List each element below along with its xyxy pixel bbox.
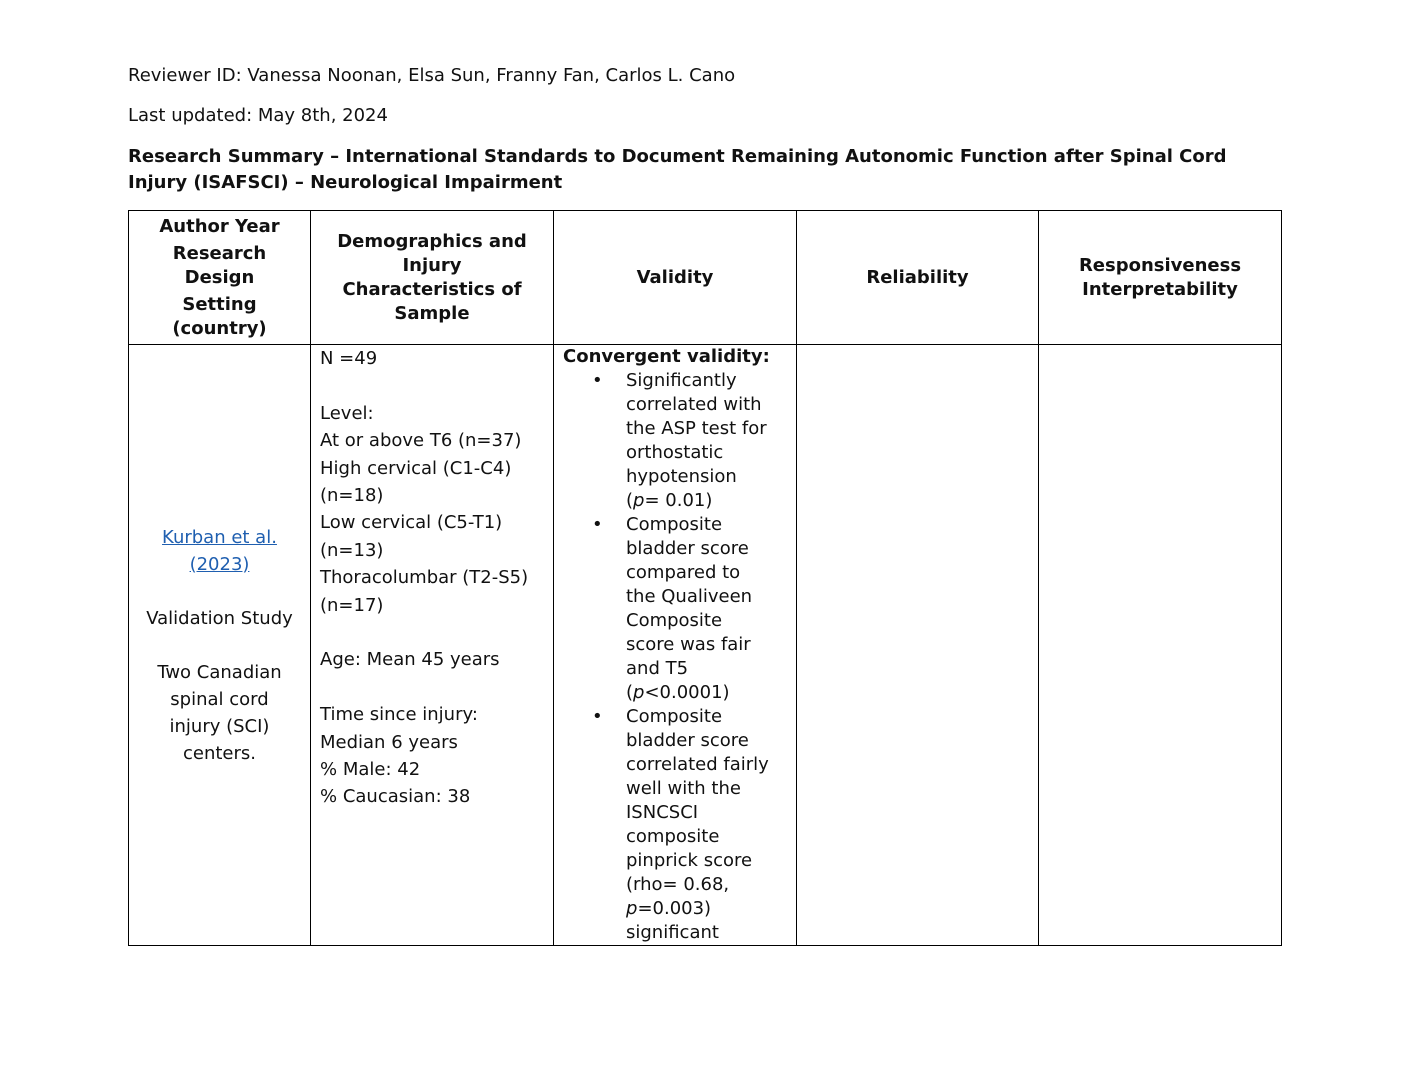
- header-line: Design: [184, 266, 255, 288]
- age: Age: Mean 45 years: [320, 649, 500, 671]
- header-line: Responsiveness: [1078, 254, 1242, 276]
- validity-line: compared to: [626, 562, 741, 583]
- header-line: Characteristics of: [342, 278, 522, 300]
- level-label: Level:: [320, 402, 374, 424]
- cell-author-design: [129, 345, 311, 946]
- validity-line: score was fair: [626, 634, 751, 655]
- header-demographics: [311, 211, 554, 345]
- bullet-icon: •: [592, 706, 603, 727]
- header-line: Validity: [636, 266, 714, 288]
- header-line: Demographics and: [337, 230, 527, 252]
- percent-caucasian: % Caucasian: 38: [320, 786, 471, 808]
- level-line: High cervical (C1-C4): [320, 457, 512, 479]
- p-variable: p: [633, 490, 645, 511]
- validity-line: orthostatic: [626, 442, 724, 463]
- setting-line: injury (SCI): [169, 715, 270, 737]
- validity-line: and T5: [626, 658, 689, 679]
- citation-link-line: Kurban et al.: [162, 526, 277, 548]
- level-line: At or above T6 (n=37): [320, 430, 522, 452]
- header-validity: [554, 211, 797, 345]
- validity-line: Composite: [626, 610, 723, 631]
- time-since-injury-value: Median 6 years: [320, 731, 458, 753]
- research-summary-table: [128, 210, 1282, 946]
- validity-line: bladder score: [626, 730, 749, 751]
- p-value: =0.003): [637, 898, 712, 919]
- validity-line: correlated with: [626, 394, 762, 415]
- setting-line: Two Canadian: [157, 661, 282, 683]
- header-line: Interpretability: [1082, 278, 1238, 300]
- level-line: (n=13): [320, 539, 384, 561]
- table-header-row: [129, 211, 1282, 345]
- level-line: Thoracolumbar (T2-S5): [320, 567, 529, 589]
- validity-line: the Qualiveen: [626, 586, 753, 607]
- cell-responsiveness: [1039, 345, 1282, 946]
- validity-line: composite: [626, 826, 720, 847]
- header-line: (country): [172, 317, 267, 339]
- validity-list: [563, 369, 788, 945]
- validity-line: hypotension: [626, 466, 737, 487]
- validity-line: (p= 0.01): [626, 490, 713, 511]
- validity-line: Composite: [626, 514, 723, 535]
- validity-line: [626, 897, 788, 921]
- setting-line: centers.: [182, 742, 256, 764]
- sample-size: N =49: [320, 348, 378, 369]
- bullet-icon: •: [592, 514, 603, 535]
- list-item: [592, 369, 788, 513]
- validity-line: well with the: [626, 778, 741, 799]
- header-author-year: [129, 211, 311, 345]
- list-item: [592, 705, 788, 945]
- citation-link[interactable]: [135, 524, 304, 578]
- header-line: Injury: [402, 254, 462, 276]
- header-line: Author Year: [159, 215, 280, 237]
- document-title: Research Summary – International Standards to Document Remaining Autonomic Function after Spinal Cord Injury (ISAFSCI) – Neurological Impairment: [128, 146, 1227, 193]
- validity-line: correlated fairly: [626, 754, 769, 775]
- header-responsiveness: [1039, 211, 1282, 345]
- cell-reliability: [797, 345, 1039, 946]
- validity-line: (p<0.0001): [626, 682, 730, 703]
- p-variable: p: [626, 898, 638, 919]
- validity-line: the ASP test for: [626, 418, 767, 439]
- validity-line: ISNCSCI: [626, 802, 699, 823]
- last-updated: Last updated: May 8th, 2024: [128, 105, 388, 126]
- header-line: Sample: [394, 302, 470, 324]
- setting-line: spinal cord: [170, 688, 269, 710]
- percent-male: % Male: 42: [320, 759, 421, 781]
- bullet-icon: •: [592, 370, 603, 391]
- list-item: [592, 513, 788, 705]
- study-design: Validation Study: [146, 607, 293, 629]
- validity-line: Composite: [626, 706, 723, 727]
- time-since-injury-label: Time since injury:: [320, 704, 478, 726]
- level-line: Low cervical (C5-T1): [320, 512, 503, 534]
- level-line: (n=18): [320, 485, 384, 507]
- validity-line: pinprick score: [626, 850, 753, 871]
- header-reliability: [797, 211, 1039, 345]
- table-row: [129, 345, 1282, 946]
- header-line: Setting: [182, 293, 257, 315]
- validity-line: significant: [626, 922, 719, 943]
- citation-link-line: (2023): [189, 553, 250, 575]
- header-line: Reliability: [866, 266, 969, 288]
- validity-heading: Convergent validity:: [563, 346, 770, 367]
- level-line: (n=17): [320, 594, 384, 616]
- validity-line: (rho= 0.68,: [626, 874, 730, 895]
- p-value: = 0.01): [644, 490, 713, 511]
- validity-line: Significantly: [626, 370, 737, 391]
- p-value: <0.0001): [644, 682, 730, 703]
- cell-demographics: [311, 345, 554, 946]
- validity-line: bladder score: [626, 538, 749, 559]
- reviewer-id: Reviewer ID: Vanessa Noonan, Elsa Sun, Franny Fan, Carlos L. Cano: [128, 65, 736, 86]
- p-variable: p: [633, 682, 645, 703]
- header-line: Research: [172, 242, 267, 264]
- cell-validity: [554, 345, 797, 946]
